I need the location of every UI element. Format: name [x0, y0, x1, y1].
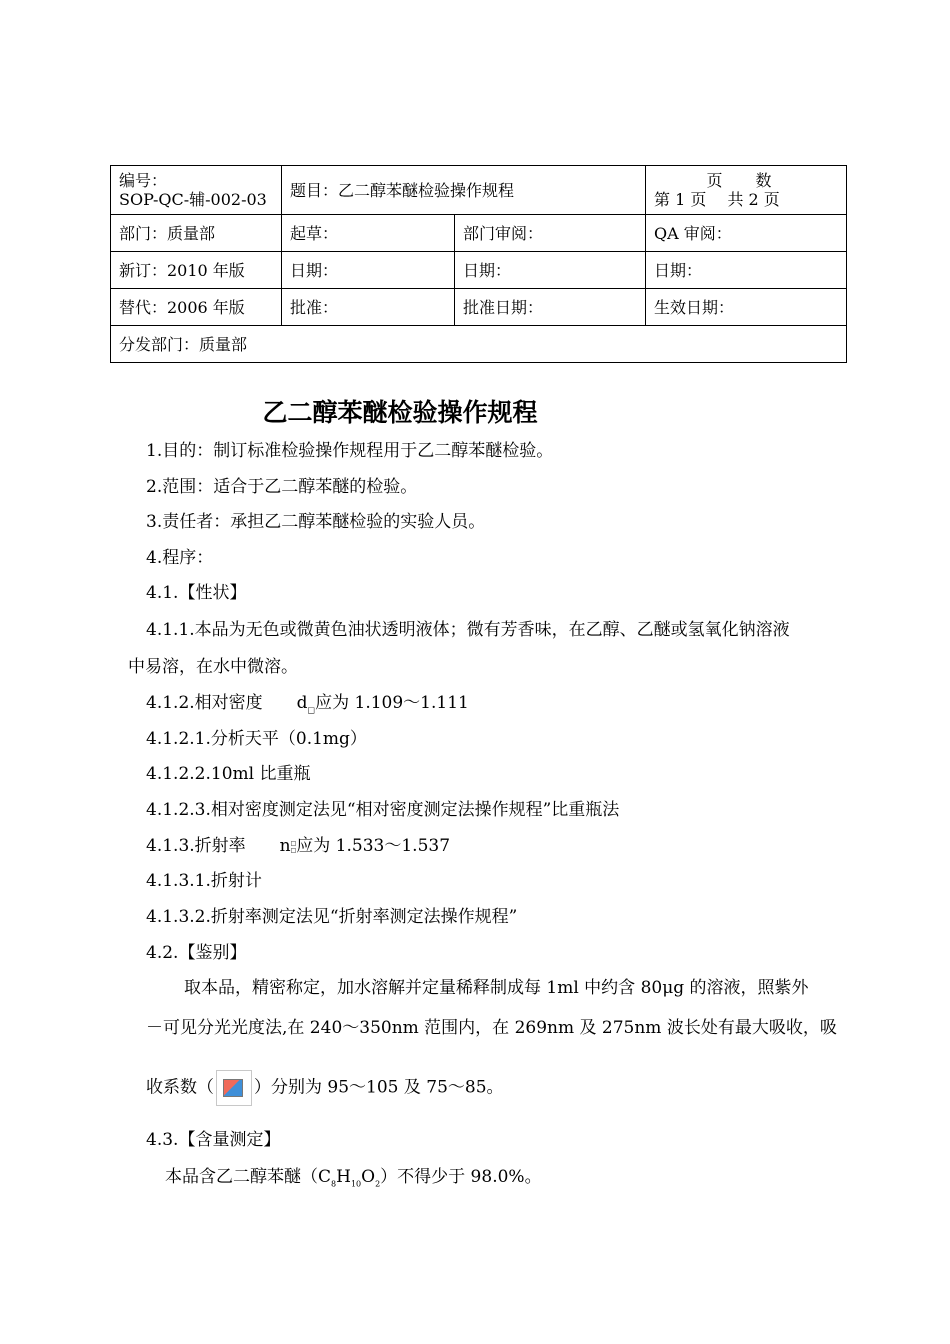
purpose-line: 1.目的：制订标准检验操作规程用于乙二醇苯醚检验。 [146, 441, 554, 461]
refractive-superscript: □ [290, 839, 297, 847]
refractometer-line: 4.1.3.1.折射计 [146, 871, 262, 891]
formula-h: H [336, 1167, 351, 1187]
pycnometer-line: 4.1.2.2.10ml 比重瓶 [146, 764, 311, 784]
assay-text-start: 本品含乙二醇苯醚（C [165, 1167, 332, 1187]
balance-line: 4.1.2.1.分析天平（0.1mg） [146, 729, 367, 749]
properties-heading: 4.1.【性状】 [146, 583, 247, 603]
refractive-method-line: 4.1.3.2.折射率测定法见“折射率测定法操作规程” [146, 907, 518, 927]
pages-cell [646, 166, 847, 215]
code-cell [111, 166, 282, 215]
date-cell-1: 日期： [282, 252, 455, 289]
absorption-line [146, 1070, 504, 1106]
department-cell: 部门：质量部 [111, 215, 282, 252]
broken-image-icon [216, 1070, 252, 1106]
effective-date-cell: 生效日期： [646, 289, 847, 326]
assay-text-end: ）不得少于 98.0%。 [380, 1167, 542, 1187]
procedure-heading: 4.程序： [146, 548, 214, 568]
formula-sub-c: 8 [331, 1179, 337, 1189]
responsibility-line: 3.责任者：承担乙二醇苯醚检验的实验人员。 [146, 512, 486, 532]
identification-text-line-2: －可见分光光度法,在 240～350nm 范围内，在 269nm 及 275nm 波长处有最大吸收，吸 [146, 1018, 837, 1038]
refractive-line [146, 834, 450, 858]
absorption-values: ）分别为 95～105 及 75～85。 [254, 1077, 504, 1098]
identification-heading: 4.2.【鉴别】 [146, 943, 247, 963]
density-subscript: □ [307, 705, 316, 715]
refractive-label: 4.1.3.折射率 n [146, 836, 291, 856]
replaces-cell: 替代：2006 年版 [111, 289, 282, 326]
approve-cell: 批准： [282, 289, 455, 326]
draft-cell: 起草： [282, 215, 455, 252]
density-label: 4.1.2.相对密度 d [146, 693, 308, 713]
assay-line [165, 1165, 542, 1189]
formula-sub-o: 2 [375, 1179, 381, 1189]
qa-review-cell: QA 审阅： [646, 215, 847, 252]
subject-cell: 题目：乙二醇苯醚检验操作规程 [282, 166, 646, 215]
code-value: SOP-QC-辅-002-03 [119, 190, 267, 209]
assay-heading: 4.3.【含量测定】 [146, 1130, 281, 1150]
date-cell-3: 日期： [646, 252, 847, 289]
revision-cell: 新订：2010 年版 [111, 252, 282, 289]
document-header-table [110, 165, 847, 363]
pages-label: 页 数 [706, 171, 786, 190]
density-line [146, 691, 469, 715]
scope-line: 2.范围：适合于乙二醇苯醚的检验。 [146, 477, 418, 497]
absorption-label: 收系数（ [146, 1077, 214, 1098]
density-method-line: 4.1.2.3.相对密度测定法见“相对密度测定法操作规程”比重瓶法 [146, 800, 620, 820]
date-cell-2: 日期： [455, 252, 646, 289]
approve-date-cell: 批准日期： [455, 289, 646, 326]
code-label: 编号： [119, 171, 168, 190]
formula-sub-h: 10 [350, 1179, 362, 1189]
properties-text-line-1: 4.1.1.本品为无色或微黄色油状透明液体；微有芳香味，在乙醇、乙醚或氢氧化钠溶液 [146, 620, 790, 640]
identification-text-line-1: 取本品，精密称定，加水溶解并定量稀释制成每 1ml 中约含 80μg 的溶液，照紫外 [184, 978, 809, 998]
properties-text-line-2: 中易溶，在水中微溶。 [128, 657, 298, 677]
formula-o: O [361, 1167, 376, 1187]
distribution-cell: 分发部门：质量部 [111, 326, 847, 363]
document-title: 乙二醇苯醚检验操作规程 [262, 398, 538, 427]
density-range: 应为 1.109～1.111 [315, 693, 469, 713]
refractive-subscript: □ [290, 846, 297, 854]
pages-value: 第 1 页 共 2 页 [654, 190, 780, 209]
refractive-range: 应为 1.533～1.537 [296, 836, 451, 856]
dept-review-cell: 部门审阅： [455, 215, 646, 252]
